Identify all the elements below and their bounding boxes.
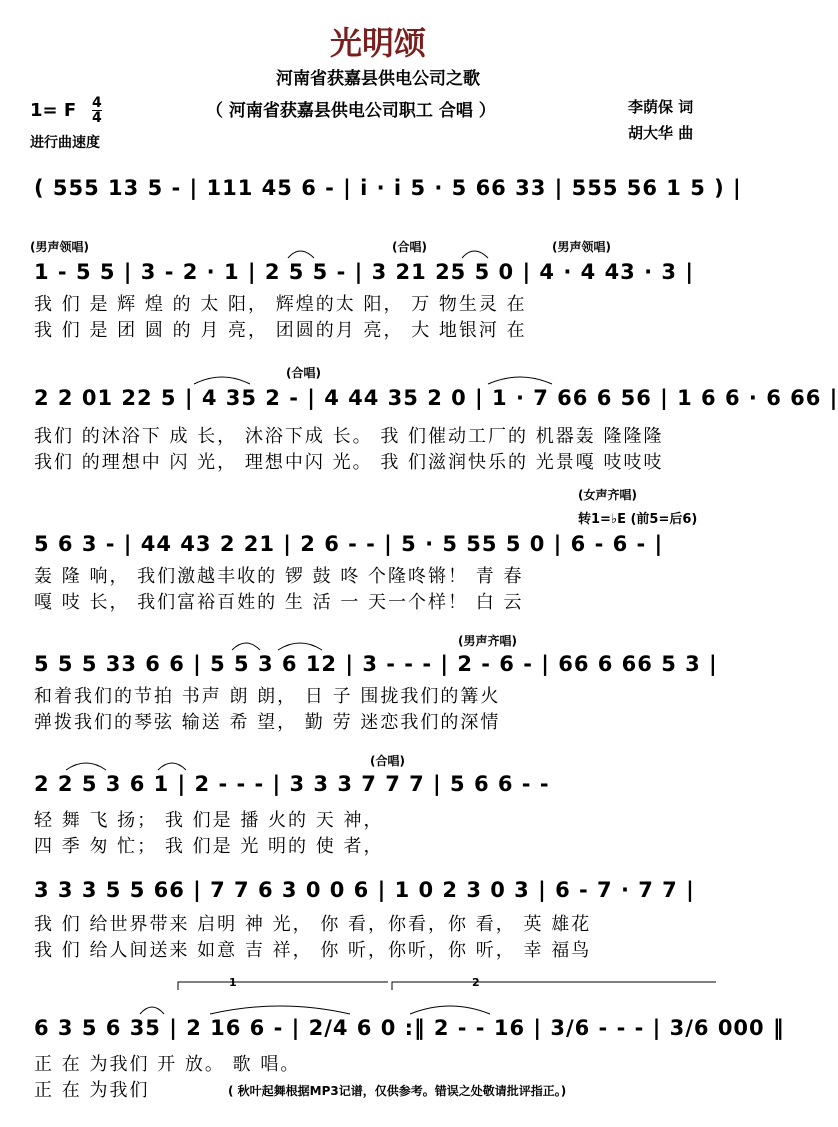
section-tag: (合唱) [392,240,427,254]
lyric-line: 我 们 给人间送来 如意 吉 祥， 你 听，你听，你 听， 幸 福鸟 [34,940,592,961]
time-sig-bottom: 4 [92,110,102,126]
footnote: ( 秋叶起舞根据MP3记谱，仅供参考。错误之处敬请批评指正。) [228,1084,567,1098]
volta-number-2: 2 [472,976,480,989]
section-tag: (女声齐唱) [578,488,637,502]
slur [488,377,552,384]
section-tag: (男声领唱) [552,240,611,254]
volta-number-1: 1 [229,976,237,989]
notation-line: ( 555 13 5 - | 111 45 6 - | i · i 5 · 5 66 33 | 555 56 1 5 ) | [34,176,742,200]
subtitle: 河南省获嘉县供电公司之歌 [276,69,480,89]
notation-line: 5 6 3 - | 44 43 2 21 | 2 6 - - | 5 · 5 55 5 0 | 6 - 6 - | [34,532,664,556]
section-tag: (男声齐唱) [458,634,517,648]
time-sig-top: 4 [92,95,102,111]
lyric-line: 四 季 匆 忙； 我 们是 光 明的 使 者， [34,836,384,857]
notation-line: 2 2 01 22 5 | 4 35 2 - | 4 44 35 2 0 | 1 · 7 66 6 56 | 1 6 6 · 6 66 | [34,386,838,410]
volta-bracket-1 [178,982,388,990]
lyric-line: 轻 舞 飞 扬； 我 们是 播 火的 天 神， [34,810,384,831]
lyric-line: 我 们 是 辉 煌 的 太 阳， 辉煌的太 阳， 万 物生灵 在 [34,294,527,315]
slur [210,1006,350,1014]
lyric-line: 正 在 为我们 [34,1080,150,1101]
notation-line: 1 - 5 5 | 3 - 2 · 1 | 2 5 5 - | 3 21 25 5 0 | 4 · 4 43 · 3 | [34,260,694,284]
lyric-line: 正 在 为我们 开 放。 歌 唱。 [34,1054,301,1075]
slur [140,1007,164,1014]
lyric-line: 嘎 吱 长， 我们富裕百姓的 生 活 一 天一个样！ 白 云 [34,592,524,613]
slur [288,251,314,258]
key-signature: 1= F [30,100,77,121]
section-tag: (合唱) [370,754,405,768]
slur [194,377,250,384]
tempo-marking: 进行曲速度 [30,135,100,151]
slur [158,763,186,770]
lyric-line: 我 们 给世界带来 启明 神 光， 你 看，你看，你 看， 英 雄花 [34,914,592,935]
slur [232,643,260,650]
slur [278,643,322,650]
lyric-line: 我们 的沐浴下 成 长， 沐浴下成 长。 我 们催动工厂的 机器轰 隆隆隆 [34,426,664,447]
notation-line: 2 2 5 3 6 1 | 2 - - - | 3 3 3 7 7 7 | 5 6 6 - - [34,772,550,796]
modulation-marking: 转1=♭E (前5=后6) [578,512,698,527]
slur [66,763,106,770]
notation-line: 5 5 5 33 6 6 | 5 5 3 6 12 | 3 - - - | 2 - 6 - | 66 6 66 5 3 | [34,652,718,676]
composer: 胡大华 曲 [628,124,694,142]
lyric-line: 轰 隆 响， 我们激越丰收的 锣 鼓 咚 个隆咚锵！ 青 春 [34,566,524,587]
page-title: 光明颂 [329,24,426,62]
notation-line: 6 3 5 6 35 | 2 16 6 - | 2/4 6 0 :‖ 2 - - 16 | 3/6 - - - | 3/6 000 ‖ [34,1016,785,1040]
section-tag: (合唱) [286,366,321,380]
slur [410,1006,490,1014]
lyric-line: 弹拨我们的琴弦 输送 希 望， 勤 劳 迷恋我们的深情 [34,712,501,733]
volta-bracket-2 [392,982,716,990]
notation-line: 3 3 3 5 5 66 | 7 7 6 3 0 0 6 | 1 0 2 3 0 3 | 6 - 7 · 7 7 | [34,878,695,902]
lyric-line: 和着我们的节拍 书声 朗 朗， 日 子 围拢我们的篝火 [34,686,501,707]
lyric-line: 我们 的理想中 闪 光， 理想中闪 光。 我 们滋润快乐的 光景嘎 吱吱吱 [34,452,664,473]
lyricist: 李荫保 词 [628,98,694,116]
performer-line: （ 河南省获嘉县供电公司职工 合唱 ） [206,101,496,121]
slur [462,251,488,258]
lyric-line: 我 们 是 团 圆 的 月 亮， 团圆的月 亮， 大 地银河 在 [34,320,527,341]
section-tag: (男声领唱) [30,240,89,254]
